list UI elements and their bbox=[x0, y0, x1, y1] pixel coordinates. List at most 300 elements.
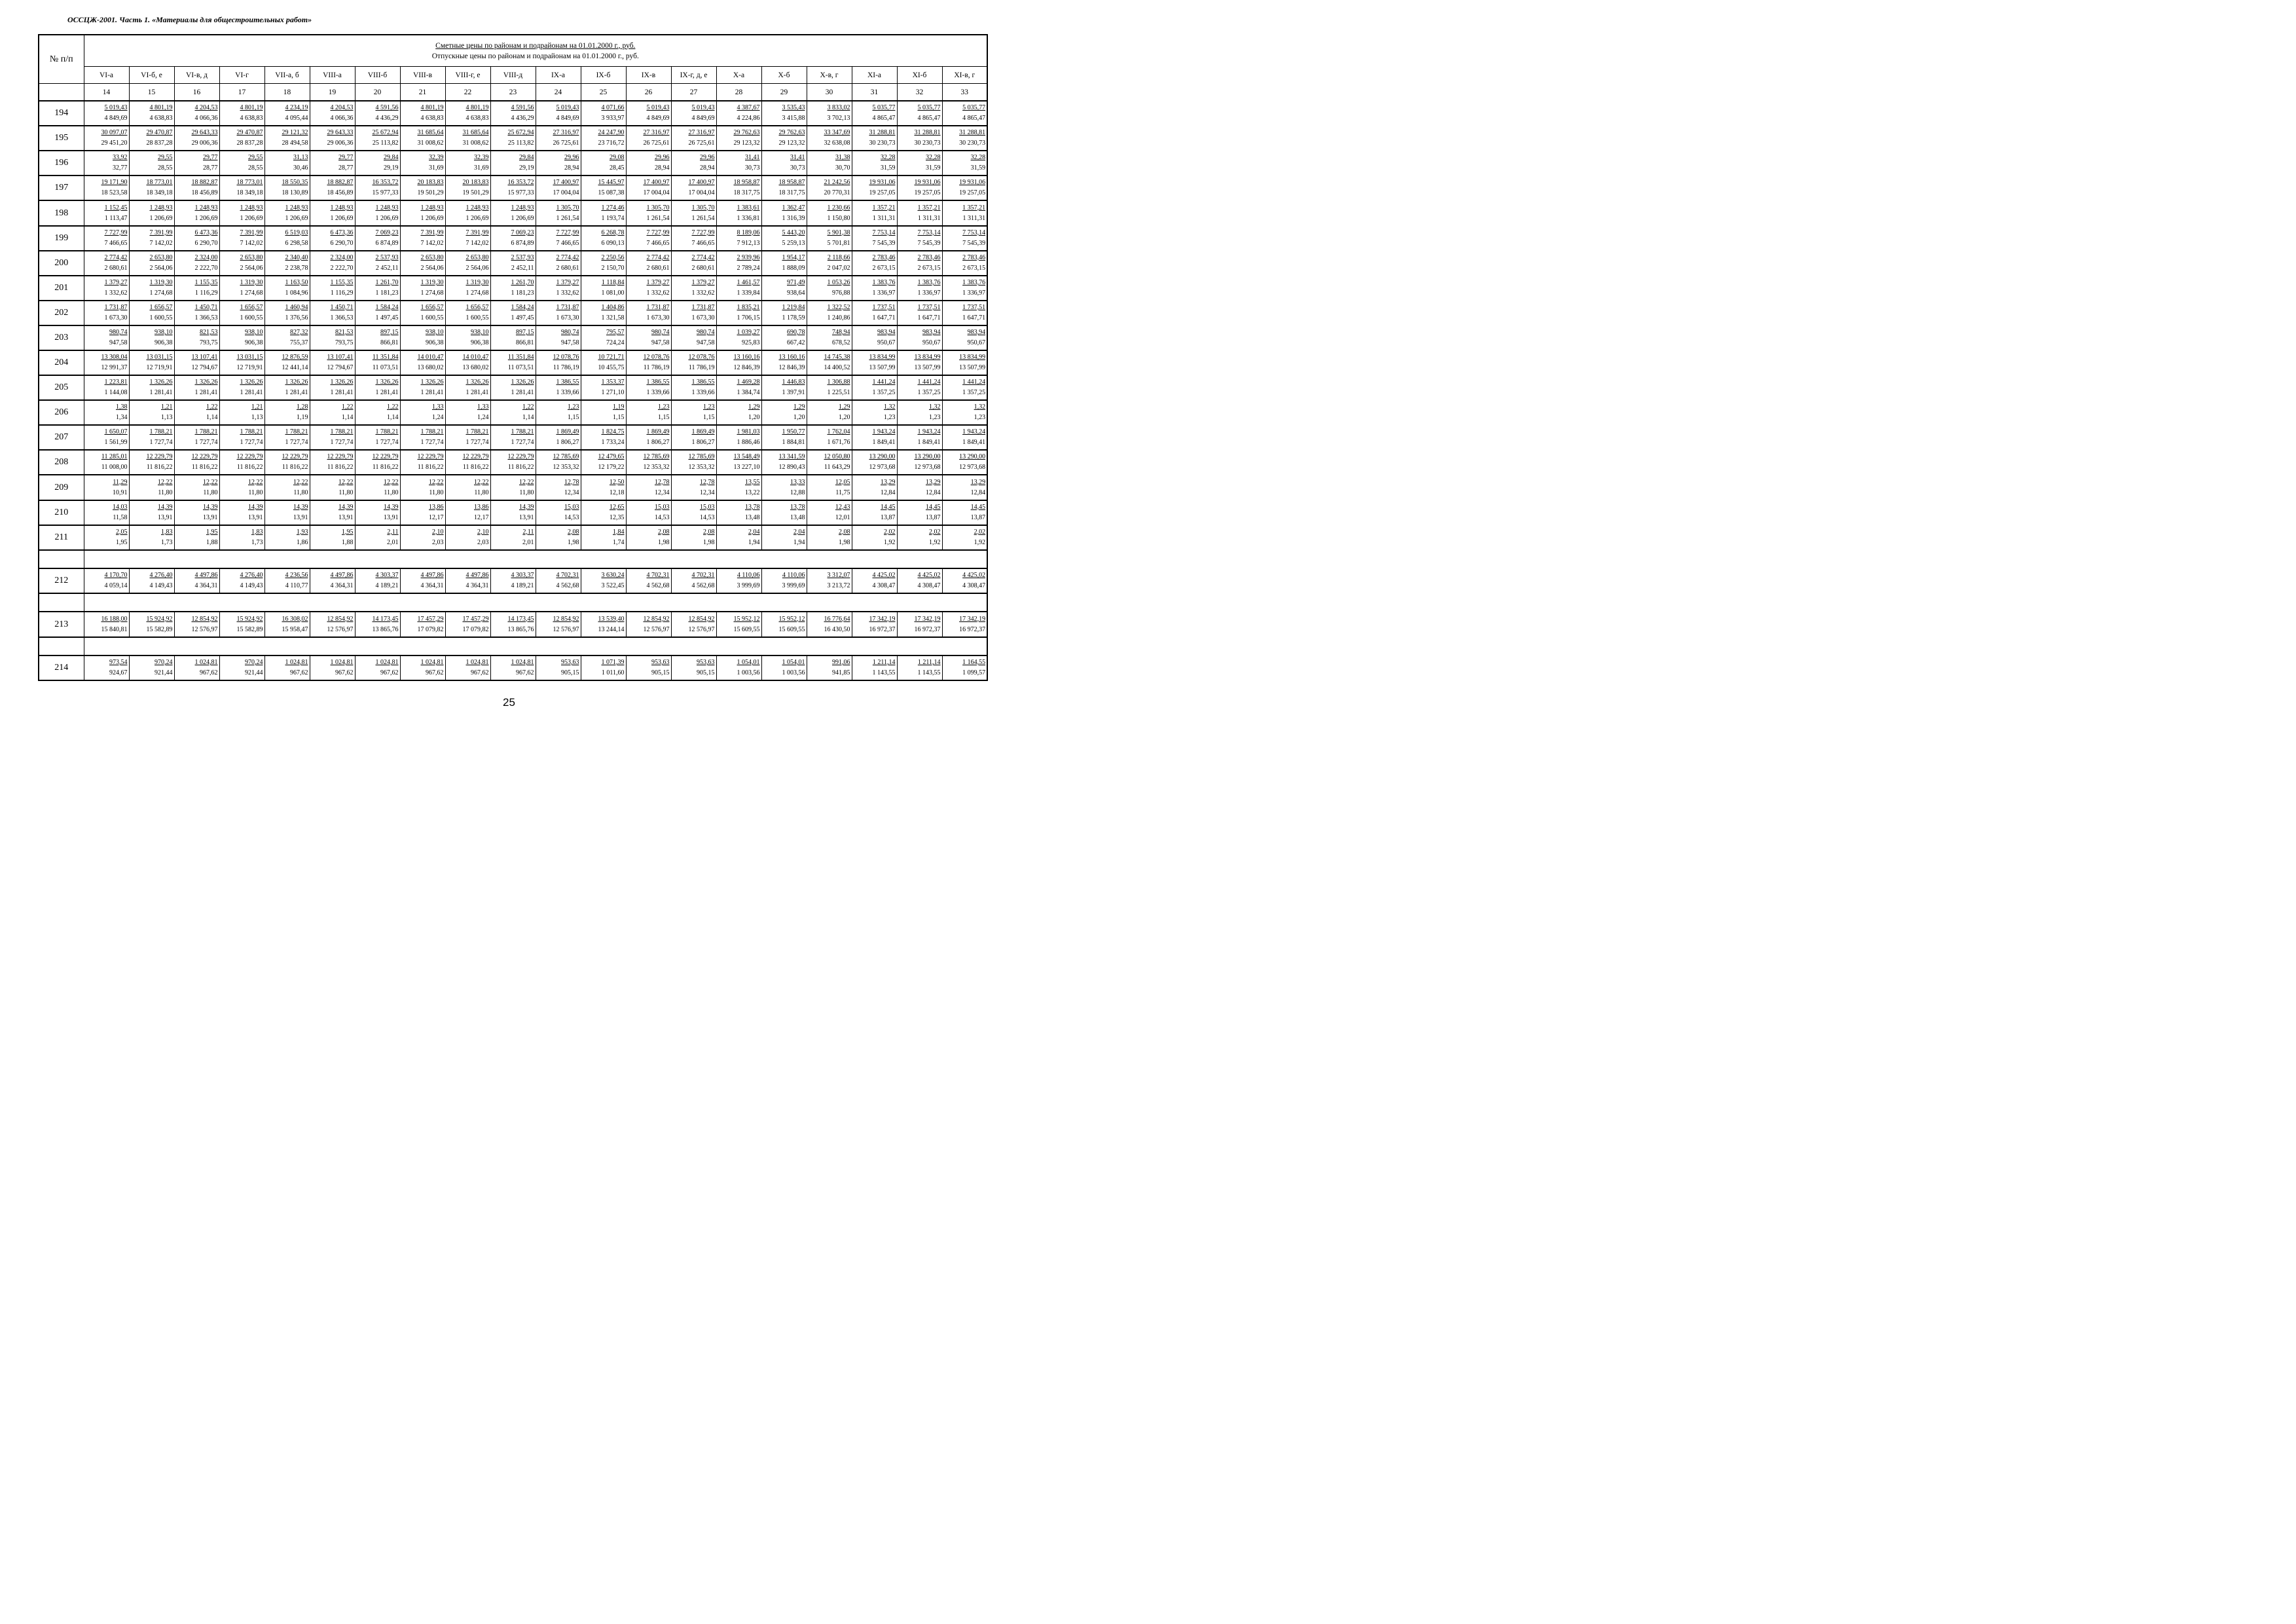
release-price: 4 865,47 bbox=[962, 115, 986, 122]
price-cell bbox=[490, 126, 536, 151]
estimate-price: 14,39 bbox=[203, 503, 218, 511]
estimate-price: 13,55 bbox=[745, 478, 760, 486]
release-price: 28,77 bbox=[203, 164, 218, 172]
release-price: 947,58 bbox=[697, 339, 715, 346]
estimate-price: 1 656,57 bbox=[240, 303, 263, 311]
release-price: 1 497,45 bbox=[375, 314, 399, 322]
release-price: 1 178,59 bbox=[782, 314, 805, 322]
estimate-price: 14,45 bbox=[881, 503, 896, 511]
estimate-price: 1 357,21 bbox=[917, 204, 941, 212]
price-cell bbox=[852, 151, 897, 175]
price-cell bbox=[129, 655, 174, 680]
release-price: 938,64 bbox=[787, 289, 805, 297]
price-cell bbox=[716, 151, 761, 175]
estimate-price: 1 737,51 bbox=[917, 303, 941, 311]
price-cell bbox=[264, 655, 310, 680]
estimate-price: 2 653,80 bbox=[465, 253, 489, 261]
release-price: 1,13 bbox=[251, 414, 263, 422]
estimate-price: 4 170,70 bbox=[104, 572, 128, 580]
estimate-price: 12 229,79 bbox=[282, 453, 308, 461]
estimate-price: 29 121,32 bbox=[282, 129, 308, 137]
release-price: 25 113,82 bbox=[507, 139, 534, 147]
caption-estimate: Сметные цены по районам и подрайонам на 01.01.2000 г., руб. bbox=[435, 41, 636, 50]
estimate-price: 2 653,80 bbox=[149, 253, 173, 261]
price-cell bbox=[626, 612, 671, 637]
price-cell bbox=[761, 568, 807, 593]
row-number: 204 bbox=[39, 350, 84, 375]
release-price: 1 357,25 bbox=[962, 389, 986, 397]
release-price: 18 130,89 bbox=[282, 189, 308, 197]
price-cell bbox=[264, 226, 310, 251]
estimate-price: 1 319,30 bbox=[420, 278, 444, 286]
price-cell bbox=[536, 568, 581, 593]
estimate-price: 821,53 bbox=[335, 328, 354, 336]
estimate-price: 1 656,57 bbox=[465, 303, 489, 311]
estimate-price: 14 745,38 bbox=[824, 354, 850, 361]
price-cell bbox=[219, 400, 264, 425]
release-price: 31 008,62 bbox=[417, 139, 444, 147]
estimate-price: 19 171,90 bbox=[101, 179, 128, 187]
price-cell bbox=[852, 500, 897, 525]
release-price: 1 311,31 bbox=[872, 214, 896, 222]
price-cell bbox=[536, 301, 581, 325]
release-price: 1,15 bbox=[658, 414, 670, 422]
estimate-price: 1 762,04 bbox=[827, 428, 850, 436]
release-price: 950,67 bbox=[922, 339, 941, 346]
estimate-price: 32,39 bbox=[474, 154, 489, 162]
release-price: 4 638,83 bbox=[465, 115, 489, 122]
estimate-price: 1 024,81 bbox=[375, 658, 399, 666]
release-price: 11 816,22 bbox=[146, 464, 173, 471]
release-price: 11 816,22 bbox=[236, 464, 263, 471]
release-price: 1 316,39 bbox=[782, 214, 805, 222]
estimate-price: 4 591,56 bbox=[375, 104, 399, 112]
price-cell bbox=[84, 251, 129, 276]
price-cell bbox=[400, 301, 445, 325]
release-price: 3 415,88 bbox=[782, 115, 805, 122]
release-price: 18 523,58 bbox=[101, 189, 128, 197]
estimate-price: 4 801,19 bbox=[420, 104, 444, 112]
row-number: 205 bbox=[39, 375, 84, 400]
price-cell bbox=[174, 276, 219, 301]
release-price: 1 727,74 bbox=[285, 439, 308, 447]
price-cell bbox=[400, 276, 445, 301]
release-price: 1 673,30 bbox=[691, 314, 715, 322]
estimate-price: 2 324,00 bbox=[330, 253, 354, 261]
release-price: 31,59 bbox=[970, 164, 986, 172]
release-price: 1 336,97 bbox=[917, 289, 941, 297]
release-price: 967,62 bbox=[516, 669, 534, 676]
price-cell bbox=[264, 325, 310, 350]
release-price: 2 564,06 bbox=[465, 264, 489, 272]
release-price: 667,42 bbox=[787, 339, 805, 346]
release-price: 18 349,18 bbox=[146, 189, 173, 197]
release-price: 12,84 bbox=[926, 489, 941, 496]
release-price: 967,62 bbox=[200, 669, 218, 676]
estimate-price: 18 882,87 bbox=[327, 179, 354, 187]
estimate-price: 1 943,24 bbox=[917, 428, 941, 436]
release-price: 905,15 bbox=[561, 669, 579, 676]
price-cell bbox=[897, 375, 942, 400]
price-cell bbox=[264, 101, 310, 126]
release-price: 13 507,99 bbox=[959, 364, 986, 372]
estimate-price: 1 024,81 bbox=[194, 658, 218, 666]
estimate-price: 1 954,17 bbox=[782, 253, 805, 261]
price-cell bbox=[129, 375, 174, 400]
estimate-price: 29,77 bbox=[338, 154, 354, 162]
estimate-price: 16 188,00 bbox=[101, 615, 128, 623]
estimate-price: 1,21 bbox=[161, 403, 173, 411]
column-number: 21 bbox=[400, 84, 445, 101]
column-number: 14 bbox=[84, 84, 129, 101]
release-price: 4 110,77 bbox=[285, 582, 308, 590]
release-price: 29 006,36 bbox=[191, 139, 218, 147]
estimate-price: 1 731,87 bbox=[646, 303, 670, 311]
running-head: ОССЦЖ-2001. Часть 1. «Материалы для общестроительных работ» bbox=[67, 15, 312, 24]
price-cell bbox=[219, 126, 264, 151]
price-cell bbox=[174, 450, 219, 475]
zone-header: X-в, г bbox=[807, 67, 852, 84]
release-price: 13,48 bbox=[745, 513, 760, 521]
price-cell bbox=[852, 475, 897, 500]
estimate-price: 12,78 bbox=[655, 478, 670, 486]
estimate-price: 13 308,04 bbox=[101, 354, 128, 361]
price-cell bbox=[174, 655, 219, 680]
row-number: 212 bbox=[39, 568, 84, 593]
price-cell bbox=[761, 101, 807, 126]
estimate-price: 1 379,27 bbox=[556, 278, 579, 286]
table-row bbox=[39, 425, 987, 450]
price-cell bbox=[536, 101, 581, 126]
release-price: 1 357,25 bbox=[872, 389, 896, 397]
release-price: 1 193,74 bbox=[601, 214, 625, 222]
estimate-price: 2 324,00 bbox=[194, 253, 218, 261]
price-cell bbox=[400, 251, 445, 276]
price-cell bbox=[129, 251, 174, 276]
release-price: 7 912,13 bbox=[737, 239, 760, 247]
release-price: 2 222,70 bbox=[330, 264, 354, 272]
price-cell bbox=[129, 450, 174, 475]
release-price: 18 456,89 bbox=[327, 189, 354, 197]
estimate-price: 2 653,80 bbox=[420, 253, 444, 261]
release-price: 12 179,22 bbox=[598, 464, 625, 471]
price-cell bbox=[807, 101, 852, 126]
estimate-price: 11,29 bbox=[113, 478, 128, 486]
estimate-price: 1 835,21 bbox=[737, 303, 760, 311]
estimate-price: 2 250,56 bbox=[601, 253, 625, 261]
estimate-price: 1 357,21 bbox=[872, 204, 896, 212]
price-cell bbox=[400, 525, 445, 550]
estimate-price: 970,24 bbox=[245, 658, 263, 666]
estimate-price: 1 460,94 bbox=[285, 303, 308, 311]
price-cell bbox=[264, 151, 310, 175]
price-cell bbox=[310, 450, 355, 475]
estimate-price: 14,45 bbox=[970, 503, 986, 511]
estimate-price: 12 229,79 bbox=[146, 453, 173, 461]
price-cell bbox=[581, 126, 626, 151]
price-cell bbox=[129, 151, 174, 175]
estimate-price: 21 242,56 bbox=[824, 179, 850, 187]
release-price: 1 397,91 bbox=[782, 389, 805, 397]
price-cell bbox=[355, 500, 400, 525]
estimate-price: 748,94 bbox=[832, 328, 850, 336]
estimate-price: 1 461,57 bbox=[737, 278, 760, 286]
estimate-price: 1 383,76 bbox=[917, 278, 941, 286]
price-cell bbox=[716, 500, 761, 525]
release-price: 17 079,82 bbox=[462, 625, 489, 633]
estimate-price: 2 939,96 bbox=[737, 253, 760, 261]
price-cell bbox=[174, 425, 219, 450]
price-cell bbox=[129, 200, 174, 225]
estimate-price: 15,03 bbox=[564, 503, 579, 511]
release-price: 1 271,10 bbox=[601, 389, 625, 397]
price-cell bbox=[671, 425, 716, 450]
estimate-price: 29,77 bbox=[203, 154, 218, 162]
release-price: 1 206,69 bbox=[511, 214, 534, 222]
estimate-price: 1 441,24 bbox=[962, 378, 986, 386]
estimate-price: 12,22 bbox=[293, 478, 308, 486]
table-row bbox=[39, 325, 987, 350]
zone-header: IX-б bbox=[581, 67, 626, 84]
estimate-price: 13 290,00 bbox=[959, 453, 986, 461]
release-price: 7 142,02 bbox=[149, 239, 173, 247]
rownum-header: № п/п bbox=[39, 35, 84, 84]
price-cell bbox=[219, 200, 264, 225]
price-cell bbox=[942, 126, 987, 151]
estimate-price: 29 643,33 bbox=[191, 129, 218, 137]
price-cell bbox=[716, 325, 761, 350]
release-price: 1 806,27 bbox=[691, 439, 715, 447]
release-price: 4 849,69 bbox=[104, 115, 128, 122]
release-price: 18 456,89 bbox=[191, 189, 218, 197]
estimate-price: 3 312,07 bbox=[827, 572, 850, 580]
release-price: 1 647,71 bbox=[917, 314, 941, 322]
price-cell bbox=[84, 101, 129, 126]
caption-release: Отпускные цены по районам и подрайонам на 01.01.2000 г., руб. bbox=[431, 52, 639, 60]
estimate-price: 13,78 bbox=[790, 503, 805, 511]
estimate-price: 1 383,76 bbox=[872, 278, 896, 286]
estimate-price: 1 118,84 bbox=[601, 278, 625, 286]
zone-header: IX-в bbox=[626, 67, 671, 84]
price-cell bbox=[264, 612, 310, 637]
price-cell bbox=[174, 101, 219, 126]
release-price: 967,62 bbox=[335, 669, 354, 676]
release-price: 12 576,97 bbox=[643, 625, 670, 633]
release-price: 12 441,14 bbox=[282, 364, 308, 372]
price-cell bbox=[219, 101, 264, 126]
price-cell bbox=[807, 350, 852, 375]
release-price: 1 727,74 bbox=[330, 439, 354, 447]
estimate-price: 33 347,69 bbox=[824, 129, 850, 137]
release-price: 31 008,62 bbox=[462, 139, 489, 147]
estimate-price: 1 319,30 bbox=[240, 278, 263, 286]
release-price: 947,58 bbox=[109, 339, 128, 346]
release-price: 1 376,56 bbox=[285, 314, 308, 322]
estimate-price: 13 160,16 bbox=[778, 354, 805, 361]
price-cell bbox=[355, 655, 400, 680]
release-price: 793,75 bbox=[200, 339, 218, 346]
price-cell bbox=[581, 400, 626, 425]
price-cell bbox=[716, 375, 761, 400]
price-cell bbox=[174, 500, 219, 525]
price-cell bbox=[355, 175, 400, 200]
price-cell bbox=[400, 101, 445, 126]
price-cell bbox=[761, 276, 807, 301]
estimate-price: 14,39 bbox=[519, 503, 534, 511]
row-number: 201 bbox=[39, 276, 84, 301]
release-price: 1 673,30 bbox=[556, 314, 579, 322]
release-price: 4 849,69 bbox=[556, 115, 579, 122]
price-cell bbox=[84, 425, 129, 450]
estimate-price: 12,43 bbox=[835, 503, 850, 511]
price-cell bbox=[219, 301, 264, 325]
estimate-price: 31 288,81 bbox=[959, 129, 986, 137]
estimate-price: 1 054,01 bbox=[737, 658, 760, 666]
release-price: 1 733,24 bbox=[601, 439, 625, 447]
release-price: 2 564,06 bbox=[420, 264, 444, 272]
release-price: 1,15 bbox=[613, 414, 625, 422]
release-price: 4 149,43 bbox=[149, 582, 173, 590]
estimate-price: 5 035,77 bbox=[872, 104, 896, 112]
price-cell bbox=[807, 375, 852, 400]
release-price: 2 452,11 bbox=[375, 264, 399, 272]
release-price: 4 308,47 bbox=[962, 582, 986, 590]
estimate-price: 2,02 bbox=[929, 528, 941, 536]
estimate-price: 1 155,35 bbox=[330, 278, 354, 286]
estimate-price: 32,39 bbox=[429, 154, 444, 162]
release-price: 1 561,99 bbox=[104, 439, 128, 447]
price-cell bbox=[174, 568, 219, 593]
release-price: 29 123,32 bbox=[733, 139, 760, 147]
price-cell bbox=[355, 375, 400, 400]
estimate-price: 1 731,87 bbox=[556, 303, 579, 311]
estimate-price: 7 727,99 bbox=[556, 229, 579, 236]
release-price: 1,24 bbox=[477, 414, 489, 422]
table-row bbox=[39, 276, 987, 301]
release-price: 724,24 bbox=[606, 339, 625, 346]
release-price: 1 600,55 bbox=[465, 314, 489, 322]
release-price: 1 806,27 bbox=[556, 439, 579, 447]
estimate-price: 1 326,26 bbox=[194, 378, 218, 386]
release-price: 3 933,97 bbox=[601, 115, 625, 122]
estimate-price: 7 069,23 bbox=[375, 229, 399, 236]
release-price: 1,73 bbox=[161, 538, 173, 546]
price-cell bbox=[400, 151, 445, 175]
release-price: 1 332,62 bbox=[691, 289, 715, 297]
price-cell bbox=[536, 655, 581, 680]
release-price: 1 150,80 bbox=[827, 214, 850, 222]
estimate-price: 29,84 bbox=[519, 154, 534, 162]
estimate-price: 32,28 bbox=[970, 154, 986, 162]
release-price: 1 099,57 bbox=[962, 669, 986, 676]
price-cell bbox=[445, 151, 490, 175]
price-cell bbox=[490, 525, 536, 550]
release-price: 1 673,30 bbox=[104, 314, 128, 322]
estimate-price: 7 391,99 bbox=[149, 229, 173, 236]
release-price: 1,20 bbox=[793, 414, 805, 422]
estimate-price: 14,45 bbox=[926, 503, 941, 511]
price-cell bbox=[400, 500, 445, 525]
release-price: 1,94 bbox=[793, 538, 805, 546]
price-cell bbox=[671, 655, 716, 680]
price-cell bbox=[219, 655, 264, 680]
price-cell bbox=[897, 301, 942, 325]
release-price: 1 332,62 bbox=[104, 289, 128, 297]
spacer-cell bbox=[39, 593, 84, 612]
price-cell bbox=[581, 475, 626, 500]
estimate-price: 12 785,69 bbox=[688, 453, 715, 461]
price-cell bbox=[355, 568, 400, 593]
price-cell bbox=[490, 325, 536, 350]
price-cell bbox=[942, 151, 987, 175]
price-cell bbox=[490, 276, 536, 301]
price-cell bbox=[626, 350, 671, 375]
release-price: 11,80 bbox=[519, 489, 534, 496]
estimate-price: 1,22 bbox=[387, 403, 399, 411]
table-row bbox=[39, 151, 987, 175]
estimate-price: 1 248,93 bbox=[330, 204, 354, 212]
release-price: 29 006,36 bbox=[327, 139, 354, 147]
release-price: 1 339,84 bbox=[737, 289, 760, 297]
release-price: 28 837,28 bbox=[146, 139, 173, 147]
release-price: 4 364,31 bbox=[194, 582, 218, 590]
row-number: 211 bbox=[39, 525, 84, 550]
estimate-price: 15,03 bbox=[700, 503, 715, 511]
price-cell bbox=[219, 425, 264, 450]
estimate-price: 11 351,84 bbox=[507, 354, 534, 361]
estimate-price: 1 326,26 bbox=[330, 378, 354, 386]
price-cell bbox=[626, 450, 671, 475]
estimate-price: 991,06 bbox=[832, 658, 850, 666]
release-price: 15 609,55 bbox=[778, 625, 805, 633]
price-cell bbox=[852, 325, 897, 350]
price-cell bbox=[129, 400, 174, 425]
price-cell bbox=[581, 325, 626, 350]
release-price: 3 522,45 bbox=[601, 582, 625, 590]
column-number: 27 bbox=[671, 84, 716, 101]
price-cell bbox=[129, 175, 174, 200]
estimate-price: 1 824,75 bbox=[601, 428, 625, 436]
estimate-price: 29,96 bbox=[655, 154, 670, 162]
release-price: 4 308,47 bbox=[917, 582, 941, 590]
release-price: 1 336,97 bbox=[872, 289, 896, 297]
estimate-price: 1 155,35 bbox=[194, 278, 218, 286]
release-price: 941,85 bbox=[832, 669, 850, 676]
price-cell bbox=[671, 226, 716, 251]
price-cell bbox=[807, 301, 852, 325]
estimate-price: 20 183,83 bbox=[462, 179, 489, 187]
estimate-price: 1,32 bbox=[929, 403, 941, 411]
estimate-price: 10 721,71 bbox=[598, 354, 625, 361]
price-cell bbox=[129, 612, 174, 637]
release-price: 1 647,71 bbox=[872, 314, 896, 322]
estimate-price: 12 050,80 bbox=[824, 453, 850, 461]
release-price: 947,58 bbox=[561, 339, 579, 346]
release-price: 1 647,71 bbox=[962, 314, 986, 322]
release-price: 4 189,21 bbox=[511, 582, 534, 590]
release-price: 1 144,08 bbox=[104, 389, 128, 397]
section-spacer-row bbox=[39, 550, 987, 568]
spacer-cell bbox=[84, 550, 987, 568]
estimate-price: 13 107,41 bbox=[327, 354, 354, 361]
estimate-price: 2,08 bbox=[703, 528, 715, 536]
table-row bbox=[39, 226, 987, 251]
estimate-price: 1 353,37 bbox=[601, 378, 625, 386]
estimate-price: 6 473,36 bbox=[194, 229, 218, 236]
estimate-price: 33,92 bbox=[113, 154, 128, 162]
estimate-price: 1 379,27 bbox=[691, 278, 715, 286]
estimate-price: 14,39 bbox=[293, 503, 308, 511]
